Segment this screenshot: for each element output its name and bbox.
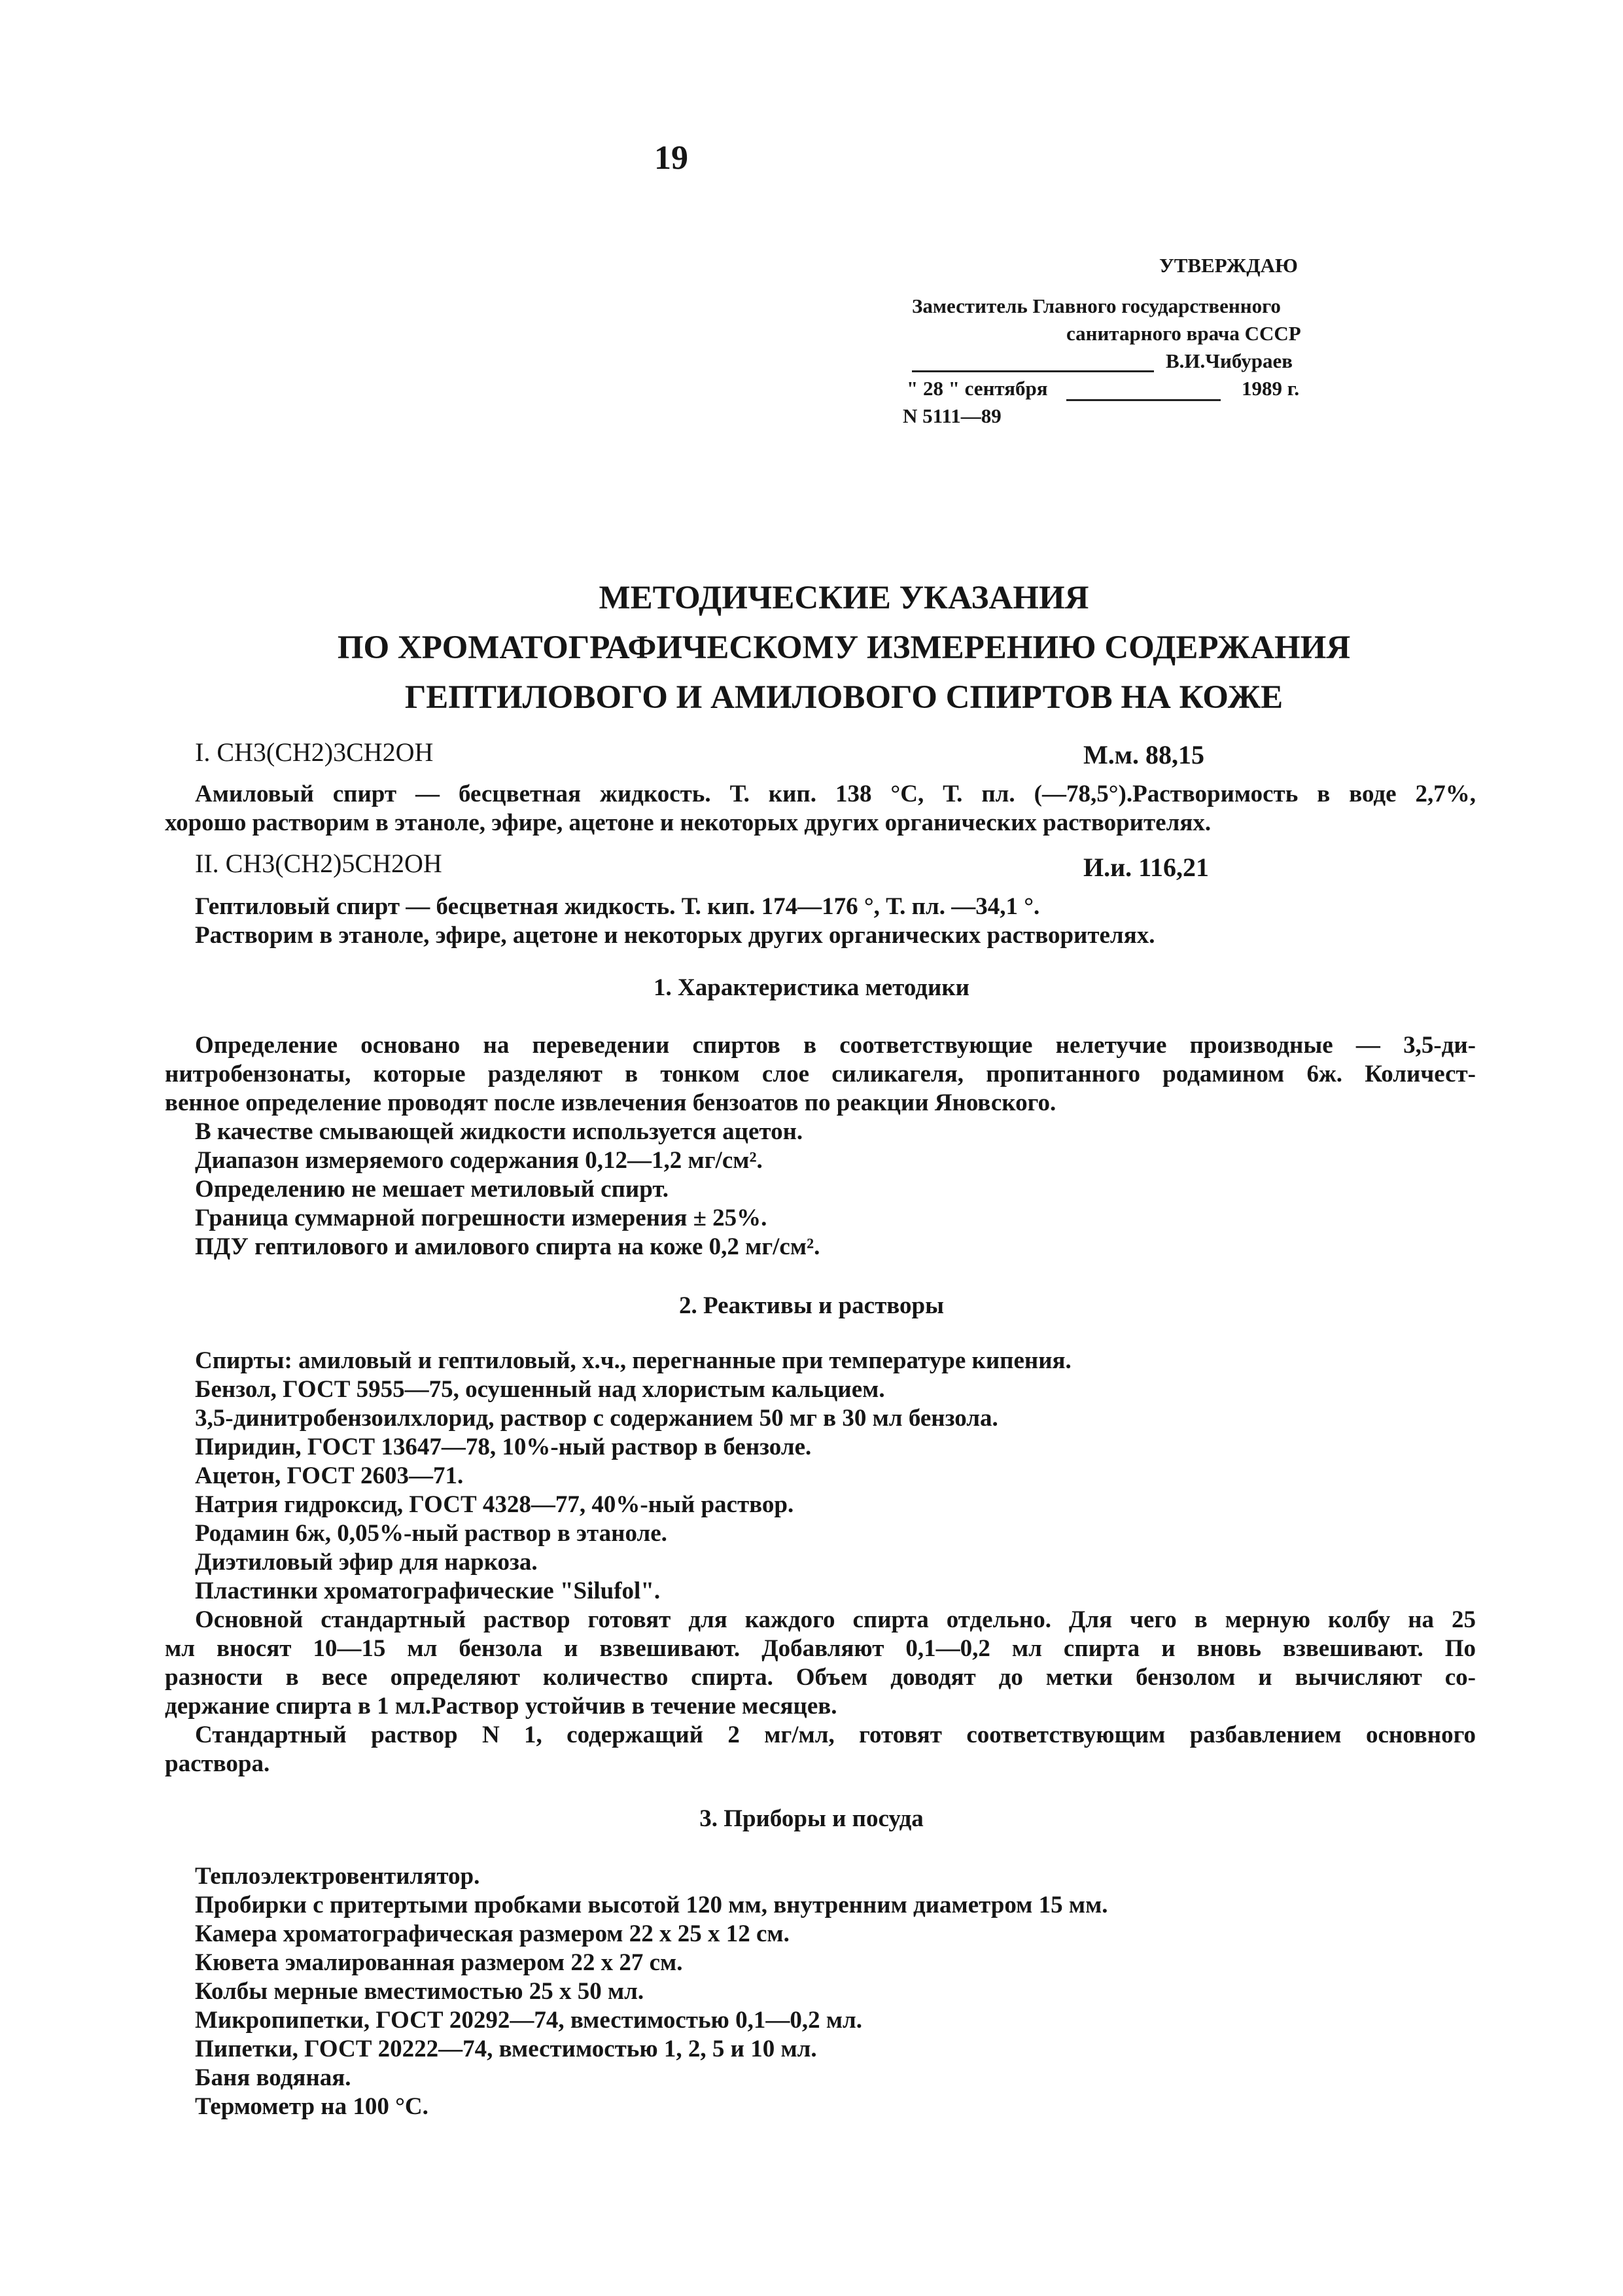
list-item: Микропипетки, ГОСТ 20292—74, вместимостью 0,1—0,2 мл. [195, 2007, 863, 2034]
section1-heading: 1. Характеристика методики [654, 974, 969, 1001]
list-item: Баня водяная. [195, 2064, 351, 2091]
approval-position-line2: санитарного врача СССР [1066, 322, 1301, 345]
list-item: 3,5-динитробензоилхлорид, раствор с содержанием 50 мг в 30 мл бензола. [195, 1405, 998, 1432]
list-item: Диапазон измеряемого содержания 0,12—1,2 мг/см². [195, 1147, 763, 1174]
section3-list [195, 1862, 1108, 2121]
list-item: ПДУ гептилового и амилового спирта на коже 0,2 мг/см². [195, 1233, 820, 1260]
list-item: Спирты: амиловый и гептиловый, х.ч., перегнанные при температуре кипения. [195, 1347, 1072, 1374]
approval-position-line1: Заместитель Главного государственного [912, 294, 1281, 317]
section3-heading: 3. Приборы и посуда [699, 1805, 924, 1832]
stock-solution-line4: держание спирта в 1 мл.Раствор устойчив в течение месяцев. [165, 1693, 837, 1720]
list-item: Натрия гидроксид, ГОСТ 4328—77, 40%-ный раствор. [195, 1491, 794, 1518]
list-item: Теплоэлектровентилятор. [195, 1863, 480, 1890]
desc-amyl-line1: Амиловый спирт — бесцветная жидкость. Т. кип. 138 °С, Т. пл. (—78,5°).Растворимость в воде 2,7%, [195, 781, 1476, 807]
approval-heading: УТВЕРЖДАЮ [1159, 254, 1298, 277]
section1-para-line2: нитробензонаты, которые разделяют в тонком слое силикагеля, пропитанного родамином 6ж. Количест- [165, 1061, 1476, 1087]
desc-heptyl-line2: Растворим в этаноле, эфире, ацетоне и некоторых других органических растворителях. [195, 922, 1155, 949]
desc-amyl-line2: хорошо растворим в этаноле, эфире, ацетоне и некоторых других органических растворителях. [165, 809, 1212, 836]
approval-date-year: 1989 г. [1242, 377, 1300, 400]
list-item: Определению не мешает метиловый спирт. [195, 1176, 669, 1203]
list-item: Колбы мерные вместимостью 25 х 50 мл. [195, 1978, 644, 2005]
title-line2: ПО ХРОМАТОГРАФИЧЕСКОМУ ИЗМЕРЕНИЮ СОДЕРЖАНИЯ [337, 629, 1351, 666]
list-item: Граница суммарной погрешности измерения ± 25%. [195, 1205, 767, 1231]
date-line [1066, 399, 1221, 401]
list-item: Пиридин, ГОСТ 13647—78, 10%-ный раствор в бензоле. [195, 1434, 812, 1460]
section1-para-line3: венное определение проводят после извлечения бензоатов по реакции Яновского. [165, 1089, 1056, 1116]
section1-list [195, 1118, 820, 1262]
list-item: Термометр на 100 °С. [195, 2093, 428, 2120]
desc-heptyl-line1: Гептиловый спирт — бесцветная жидкость. Т. кип. 174—176 °, Т. пл. —34,1 °. [195, 893, 1040, 920]
title-line1: МЕТОДИЧЕСКИЕ УКАЗАНИЯ [599, 580, 1089, 616]
stock-solution-line2: мл вносят 10—15 мл бензола и взвешивают. Добавляют 0,1—0,2 мл спирта и вновь взвешивают. По [165, 1635, 1476, 1662]
section2-list [195, 1347, 1072, 1606]
formula-heptyl: II. CH3(CH2)5CH2OH [195, 849, 442, 878]
standard-solution-line1: Стандартный раствор N 1, содержащий 2 мг/мл, готовят соответствующим разбавлением основного [195, 1722, 1476, 1748]
list-item: Кювета эмалированная размером 22 х 27 см. [195, 1949, 683, 1976]
stock-solution-line1: Основной стандартный раствор готовят для каждого спирта отдельно. Для чего в мерную колбу на 25 [195, 1606, 1476, 1633]
approval-signature-name: В.И.Чибураев [1166, 349, 1293, 372]
formula-amyl: I. CH3(CH2)3CH2OH [195, 737, 434, 767]
list-item: Пипетки, ГОСТ 20222—74, вместимостью 1, 2, 5 и 10 мл. [195, 2036, 817, 2062]
mass-amyl: М.м. 88,15 [1083, 740, 1204, 769]
section2-heading: 2. Реактивы и растворы [679, 1292, 944, 1319]
list-item: Диэтиловый эфир для наркоза. [195, 1549, 538, 1576]
approval-date-day: " 28 " сентября [907, 377, 1048, 400]
list-item: Пробирки с притертыми пробками высотой 120 мм, внутренним диаметром 15 мм. [195, 1892, 1108, 1918]
stock-solution-line3: разности в весе определяют количество спирта. Объем доводят до метки бензолом и вычисляют со- [165, 1664, 1476, 1691]
section1-para-line1: Определение основано на переведении спиртов в соответствующие нелетучие производные — 3,5-ди- [195, 1032, 1476, 1059]
list-item: В качестве смывающей жидкости используется ацетон. [195, 1118, 803, 1145]
signature-line [912, 370, 1154, 372]
list-item: Бензол, ГОСТ 5955—75, осушенный над хлористым кальцием. [195, 1376, 885, 1403]
title-line3: ГЕПТИЛОВОГО И АМИЛОВОГО СПИРТОВ НА КОЖЕ [404, 679, 1283, 716]
list-item: Родамин 6ж, 0,05%-ный раствор в этаноле. [195, 1520, 667, 1547]
list-item: Ацетон, ГОСТ 2603—71. [195, 1462, 464, 1489]
list-item: Камера хроматографическая размером 22 х 25 х 12 см. [195, 1920, 790, 1947]
mass-heptyl: И.и. 116,21 [1083, 853, 1209, 882]
list-item: Пластинки хроматографические "Silufol". [195, 1578, 661, 1604]
standard-solution-line2: раствора. [165, 1750, 270, 1777]
page-number: 19 [654, 139, 688, 177]
approval-doc-number: N 5111—89 [903, 404, 1002, 427]
